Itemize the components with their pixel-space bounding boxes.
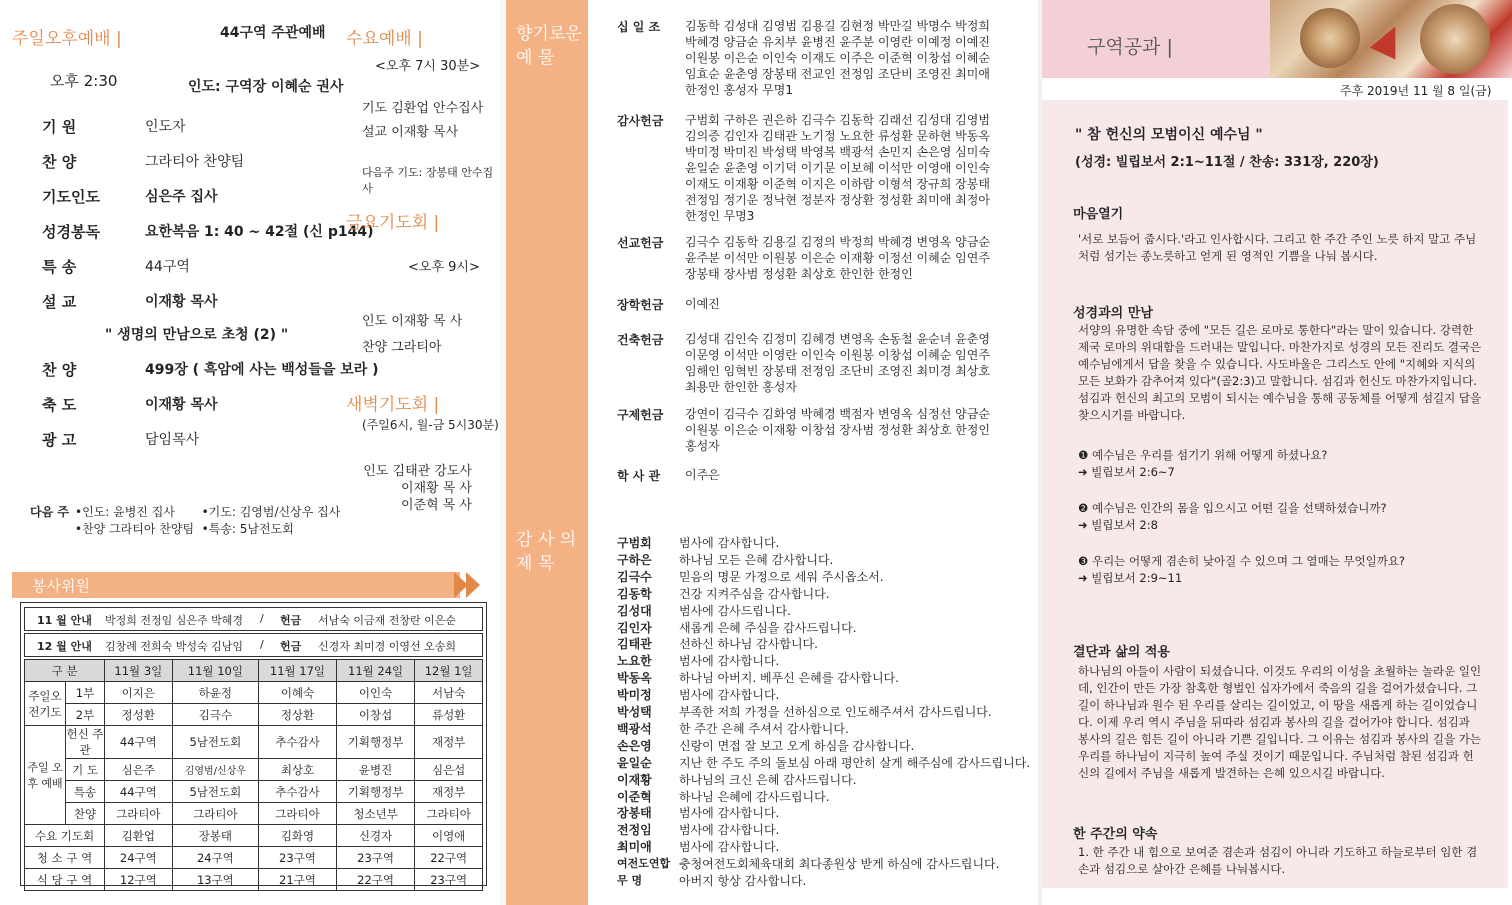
section-promise-body: 1. 한 주간 내 힘으로 보여준 겸손과 섬김이 아니라 기도하고 하늘로부터 임한 겸손과 섬김으로 살아간 은혜를 나눠봅시다. (1078, 845, 1478, 876)
autumn-photo (1270, 0, 1512, 78)
table-cell: 22구역 (336, 869, 414, 891)
table-cell: 류성환 (415, 704, 483, 726)
thanks-name: 전정임 (617, 823, 652, 838)
dawn-lines (362, 463, 472, 514)
next-week-line1: •인도: 윤병진 집사 •기도: 김영범/신상우 집사 (75, 505, 341, 519)
nov-guide-names: 박정희 전정임 심은주 박혜경 (105, 614, 244, 627)
table-group-cell: 식 당 구 역 (25, 869, 105, 891)
table-cell: 최상호 (259, 759, 337, 781)
dec-guide-row: 12 월 안내 김창례 전희숙 박성숙 김남임 / 헌금 신경자 최미경 이영선 오송희 (24, 633, 483, 657)
table-cell: 12구역 (105, 869, 173, 891)
thanks-name: 장봉태 (617, 806, 652, 821)
table-row (25, 825, 483, 847)
table-row (25, 803, 483, 825)
thanks-text: 범사에 감사합니다. (679, 823, 780, 838)
thanks-text: 범사에 감사합니다. (679, 536, 780, 550)
friday-time: <오후 9시> (408, 260, 480, 275)
offering-donors: 김동학 김성대 김영범 김용길 김현정 박만길 박명수 박정희 박혜경 양금순 유치부 윤병진 윤주분 이영란 이예정 이예진 이원봉 이은순 이인숙 이재도 이주은 이준혁 이창섭 이혜순 임효순 윤춘영 장봉태 전교인 전정임 조단비 조영진 최미애 한정인 홍성자 무명1 (685, 19, 990, 97)
thanks-text: 범사에 감사합니다. (679, 806, 780, 821)
table-sub-cell: 2부 (66, 704, 105, 726)
table-row (25, 781, 483, 803)
table-row (25, 869, 483, 891)
thanks-name: 김성대 (617, 603, 652, 618)
wednesday-next: 다음주 기도: 장봉태 안수집사 (362, 166, 494, 195)
wednesday-sermon: 설교 이재황 목사 (362, 125, 459, 140)
service-schedule-table (24, 659, 483, 891)
offering-donors: 김성대 김인숙 김정미 김혜경 변영옥 손동철 윤순녀 윤춘영 이문영 이석만 이영란 이인숙 이원봉 이창섭 이혜순 임연주 임해인 임혁빈 장봉태 전정임 조단비 조영진 최미경 최상호 최용만 한인한 홍성자 (685, 332, 990, 394)
thanks-name: 김인자 (617, 620, 652, 635)
order-label: 축 도 (42, 396, 77, 414)
table-row (25, 847, 483, 869)
order-label: 광 고 (42, 431, 77, 449)
dawn-leader-3: 이준혁 목 사 (400, 498, 472, 513)
answer-3: ➜ 빌립보서 2:9~11 (1078, 571, 1183, 585)
table-cell: 재정부 (415, 726, 483, 759)
table-cell: 5남전도회 (172, 726, 258, 759)
thanks-text: 건강 지켜주심을 감사합니다. (679, 586, 830, 601)
nov-offer-names: 서남숙 이금재 전창란 이은순 (318, 614, 457, 627)
table-cell: 장봉태 (172, 825, 258, 847)
order-value: 44구역 (145, 259, 190, 275)
question-1: ❶ 예수님은 우리를 섬기기 위해 어떻게 하셨나요? (1078, 448, 1328, 462)
order-label: 기도인도 (42, 188, 100, 206)
table-cell: 재정부 (415, 781, 483, 803)
table-cell: 24구역 (105, 847, 173, 869)
table-cell: 정상환 (259, 704, 337, 726)
table-cell: 21구역 (259, 869, 337, 891)
table-cell: 23구역 (415, 869, 483, 891)
banner-arrow-icon-2 (466, 572, 480, 598)
table-cell: 그라티아 (259, 803, 337, 825)
table-sub-cell: 1부 (66, 682, 105, 704)
nov-guide-label: 11 월 안내 (37, 614, 92, 627)
thanks-text: 새롭게 은혜 주심을 감사드립니다. (679, 620, 857, 635)
dawn-title: 새벽기도회 | (346, 395, 440, 415)
table-cell: 이인숙 (336, 682, 414, 704)
table-cell: 이창섭 (336, 704, 414, 726)
order-label: 특 송 (42, 258, 77, 276)
table-cell: 그라티아 (172, 803, 258, 825)
dec-offer-label: 헌금 (280, 640, 302, 653)
thanks-name: 김동학 (617, 586, 652, 601)
offerings-side-title: 향기로운 예 물 (516, 24, 582, 68)
wednesday-title: 수요예배 | (346, 29, 423, 49)
friday-leader: 인도 이재황 목 사 (362, 314, 463, 329)
dawn-time: (주일6시, 월-금 5시30분) (362, 418, 499, 432)
table-header-cell: 12월 1일 (415, 660, 483, 682)
table-cell: 하윤정 (172, 682, 258, 704)
friday-lines (362, 309, 462, 361)
table-cell: 24구역 (172, 847, 258, 869)
table-header-cell: 구 분 (25, 660, 105, 682)
table-cell: 추수감사 (259, 781, 337, 803)
table-sub-cell: 찬양 (66, 803, 105, 825)
section-open-title: 마음열기 (1073, 207, 1124, 222)
thanks-name: 구하은 (617, 552, 652, 567)
table-cell: 그라티아 (105, 803, 173, 825)
wednesday-lines (362, 97, 483, 145)
table-header-cell: 11월 3일 (105, 660, 173, 682)
table-row (25, 726, 483, 759)
table-cell: 추수감사 (259, 726, 337, 759)
table-cell: 김화영 (259, 825, 337, 847)
offering-donors: 구범회 구하은 권은하 김극수 김동학 김래선 김성대 김영범 김의증 김인자 김태관 노기정 노요한 류성환 문하현 박동옥 박미정 박미진 박성택 박영복 백광석 손민지 손은영 심미숙 윤일순 윤춘영 이기덕 이기문 이보혜 이석만 이영애 이인숙 이재도 이재황 이준혁 이지은 이하람 이형석 장규희 장봉태 전정임 정기운 정낙현 정분자 정상환 정성환 최미애 최정아 한정인 무명3 (685, 113, 990, 223)
order-label: 기 원 (42, 118, 77, 136)
order-value: 이재황 목사 (145, 397, 218, 413)
order-value: 그라티아 찬양팀 (145, 154, 245, 170)
section-apply-title: 결단과 삶의 적용 (1073, 645, 1170, 660)
section-bible-title: 성경과의 만남 (1073, 306, 1153, 321)
table-header-cell: 11월 24일 (336, 660, 414, 682)
thanks-text: 하나님의 크신 은혜 감사드립니다. (679, 772, 857, 787)
thanks-name: 여전도연합 (617, 857, 671, 871)
table-group-cell: 수요 기도회 (25, 825, 105, 847)
thanks-name: 이준혁 (617, 789, 652, 804)
table-header-cell: 11월 10일 (172, 660, 258, 682)
thanks-text: 한 주간 은혜 주셔서 감사합니다. (679, 721, 849, 736)
offering-name: 장학헌금 (617, 298, 664, 312)
offering-name: 건축헌금 (617, 333, 664, 347)
thanks-name: 김태관 (617, 637, 652, 652)
thanks-name: 최미애 (617, 840, 652, 855)
service-leader: 인도: 구역장 이혜순 권사 (188, 79, 344, 95)
table-row (25, 682, 483, 704)
table-sub-cell: 기 도 (66, 759, 105, 781)
thanks-name: 손은영 (617, 738, 652, 753)
table-cell: 신경자 (336, 825, 414, 847)
table-cell: 44구역 (105, 781, 173, 803)
table-cell: 이영애 (415, 825, 483, 847)
offering-name: 구제헌금 (617, 408, 664, 422)
order-value: 담임목사 (145, 432, 200, 448)
order-value: 499장 ( 흑암에 사는 백성들을 보라 ) (145, 362, 379, 378)
middle-side-band (506, 0, 588, 905)
table-group-cell: 주일 오후 예배 (25, 726, 66, 825)
table-cell: 5남전도회 (172, 781, 258, 803)
table-cell: 정성환 (105, 704, 173, 726)
thanks-text: 하나님 은혜에 감사드립니다. (679, 789, 830, 804)
thanks-name: 백광석 (617, 721, 652, 736)
table-cell: 심은주 (105, 759, 173, 781)
dec-guide-label: 12 월 안내 (37, 640, 92, 653)
thanks-name: 노요한 (617, 654, 652, 669)
thanks-text: 지난 한 주도 주의 돌보심 아래 평안히 살게 해주심에 감사드립니다. (679, 755, 1031, 770)
thanks-text: 하나님 모든 은혜 감사합니다. (679, 552, 834, 567)
thanks-text: 부족한 저희 가정을 선하심으로 인도해주셔서 감사드립니다. (679, 705, 992, 719)
next-week-line2: •찬양 그라티아 찬양팀 •특송: 5남전도회 (75, 522, 294, 536)
table-cell: 22구역 (415, 847, 483, 869)
thanks-text: 충청여전도회체육대회 최다종원상 받게 하심에 감사드립니다. (679, 857, 1000, 872)
thanks-text: 하나님 아버지. 베푸신 은혜를 감사합니다. (679, 671, 899, 686)
thanks-name: 김극수 (617, 569, 652, 584)
lesson-ref: (성경: 빌립보서 2:1~11절 / 찬송: 331장, 220장) (1075, 155, 1379, 170)
thanks-text: 선하신 하나님 감사합니다. (679, 637, 818, 652)
thanks-name: 구범회 (617, 536, 652, 550)
thanks-text: 범사에 감사드립니다. (679, 603, 791, 618)
table-cell: 김환업 (105, 825, 173, 847)
thanks-name: 박성택 (617, 705, 652, 719)
thanks-name: 박동옥 (617, 671, 652, 686)
answer-2: ➜ 빌립보서 2:8 (1078, 518, 1158, 532)
offering-name: 감사헌금 (617, 114, 664, 128)
next-week-label: 다음 주 (30, 505, 69, 519)
table-cell: 이혜숙 (259, 682, 337, 704)
thanks-name: 박미정 (617, 688, 652, 703)
service-banner (12, 572, 460, 598)
offering-name: 선교헌금 (617, 236, 664, 250)
table-cell: 그라티아 (415, 803, 483, 825)
left-panel (0, 0, 500, 905)
offering-name: 학 사 관 (617, 469, 661, 483)
thanks-name: 이재황 (617, 772, 652, 787)
table-cell: 청소년부 (336, 803, 414, 825)
offering-donors: 강연이 김극수 김화영 박혜경 백점자 변영옥 심정선 양금순 이원봉 이은순 이재황 이창섭 장사범 정성환 최상호 한정인 홍성자 (685, 407, 990, 453)
thanks-name: 윤일순 (617, 755, 652, 770)
table-cell: 13구역 (172, 869, 258, 891)
table-group-cell: 주일오전기도 (25, 682, 66, 726)
dawn-leader-1: 인도 김태관 강도사 (363, 464, 472, 479)
section-bible-body: 서양의 유명한 속담 중에 "모든 길은 로마로 통한다"라는 말이 있습니다. 강력한 제국 로마의 위대함을 드러내는 말입니다. 마찬가지로 성경의 모든 진리도 결국은 예수님에게서 답을 찾을 수 있습니다. 사도바울은 그리스도 안에 "지혜와 지식의 모든 보화가 감추어져 있다"(골2:3)고 말합니다. 섬김과 헌신도 마찬가지입니다. 섬김과 헌신의 최고의 모범이 되시는 예수님을 통해 공동체를 어떻게 섬길지 답을 찾으시기를 바랍니다. (1078, 323, 1482, 422)
lesson-panel-title: 구역공과 | (1087, 36, 1173, 58)
nov-offer-label: 헌금 (280, 614, 302, 627)
order-value: 이재황 목사 (145, 294, 218, 310)
thanks-text: 범사에 감사합니다. (679, 688, 780, 703)
thanks-text: 신랑이 면접 잘 보고 오게 하심을 감사합니다. (679, 738, 915, 753)
order-label: 설 교 (42, 293, 77, 311)
order-value: 심은주 집사 (145, 189, 218, 205)
offering-donors: 이주은 (685, 468, 720, 482)
table-group-cell: 청 소 구 역 (25, 847, 105, 869)
table-cell: 김영범/신상우 (172, 759, 258, 781)
offering-name: 십 일 조 (617, 20, 661, 34)
table-cell: 23구역 (259, 847, 337, 869)
wednesday-time: <오후 7시 30분> (375, 59, 481, 74)
offering-donors: 김극수 김동학 김용길 김정의 박정희 박혜경 변영옥 양금순 윤주분 이석만 이원봉 이은순 이재황 이정선 이혜순 임연주 장봉태 장사범 정성환 최상호 한인한 한정인 (685, 235, 990, 281)
dec-guide-names: 김창례 전희숙 박성숙 김남임 (105, 640, 244, 653)
table-cell: 김극수 (172, 704, 258, 726)
thanks-text: 범사에 감사합니다. (679, 654, 780, 669)
table-cell: 23구역 (336, 847, 414, 869)
service-time: 오후 2:30 (50, 72, 118, 90)
table-sub-cell: 헌신 주관 (66, 727, 104, 757)
offering-donors: 이예진 (685, 297, 720, 311)
dawn-leader-2: 이재황 목 사 (400, 481, 472, 496)
friday-title: 금요기도회 | (346, 213, 440, 233)
table-cell: 심은섭 (415, 759, 483, 781)
lesson-title-bar (1042, 0, 1270, 78)
table-cell: 서남숙 (415, 682, 483, 704)
order-label: 성경봉독 (42, 223, 100, 241)
thanks-side-title: 감 사 의 제 목 (516, 530, 577, 574)
question-2: ❷ 예수님은 인간의 몸을 입으시고 어떤 길을 선택하셨습니까? (1078, 501, 1387, 515)
table-cell: 기획행정부 (336, 781, 414, 803)
lesson-title: " 참 헌신의 모범이신 예수님 " (1075, 127, 1263, 143)
table-cell: 윤병진 (336, 759, 414, 781)
section-open-body: '서로 보듬어 줍시다.'라고 인사합시다. 그리고 한 주간 주인 노릇 하지 말고 주님 처럼 섬기는 종노릇하고 얻게 된 영적인 기쁨을 나눠 봅시다. (1078, 232, 1477, 263)
table-row (25, 759, 483, 781)
service-banner-title: 봉사위원 (32, 577, 90, 595)
question-3: ❸ 우리는 어떻게 겸손히 낮아질 수 있으며 그 열매는 무엇일까요? (1078, 554, 1406, 568)
nov-guide-row: 11 월 안내 박정희 전정임 심은주 박혜경 / 헌금 서남숙 이금재 전창란 이은순 (24, 607, 483, 631)
order-value: 인도자 (145, 119, 186, 135)
table-row (25, 704, 483, 726)
order-label: 찬 양 (42, 153, 77, 171)
section-apply-body: 하나님의 아들이 사람이 되셨습니다. 이것도 우리의 이성을 초월하는 놀라운 일인데, 인간이 만든 가장 참혹한 형벌인 십자가에서 죽음의 길을 걸어가셨습니다. 그 길이 하나님과 원수 된 우리를 살리는 길이었고, 이 땅을 새롭게 하는 길이었습니다. 이제 우리 역시 주님을 뒤따라 섬김과 봉사의 길을 걸어가야 합니다. 섬김과 봉사의 길은 힘든 길이 아니라 기쁜 길입니다. 그 이유는 섬김과 봉사의 길을 가는 우리를 하나님이 지극히 높여 주실 것이기 때문입니다. 주님처럼 참된 섬김과 헌신의 길에서 주님을 새롭게 발견하는 은혜 있으시길 바랍니다. (1078, 664, 1482, 780)
table-cell: 44구역 (105, 726, 173, 759)
order-value: 요한복음 1: 40 ~ 42절 (신 p144) (145, 224, 374, 240)
service-box (20, 602, 487, 886)
lesson-date: 주후 2019년 11 월 8 일(금) (1340, 84, 1492, 98)
answer-1: ➜ 빌립보서 2:6~7 (1078, 465, 1175, 479)
thanks-text: 아버지 항상 감사합니다. (679, 874, 807, 888)
sunday-afternoon-title: 주일오후예배 | (12, 29, 122, 49)
table-header-cell: 11월 17일 (259, 660, 337, 682)
dec-offer-names: 신경자 최미경 이영선 오송희 (318, 640, 457, 653)
thanks-name: 무 명 (617, 874, 643, 887)
table-cell: 이지은 (105, 682, 173, 704)
section-promise-title: 한 주간의 약속 (1073, 827, 1158, 842)
sermon-title: " 생명의 만남으로 초청 (2) " (105, 327, 289, 343)
table-sub-cell: 특송 (66, 781, 105, 803)
table-cell: 기획행정부 (336, 726, 414, 759)
thanks-text: 믿음의 명문 가정으로 세워 주시옵소서. (679, 569, 884, 584)
thanks-text: 범사에 감사합니다. (679, 840, 780, 855)
wednesday-prayer: 기도 김환업 안수집사 (362, 101, 484, 116)
host-label: 44구역 주관예배 (220, 25, 326, 41)
order-label: 찬 양 (42, 361, 77, 379)
friday-praise: 찬양 그라티아 (362, 340, 442, 355)
